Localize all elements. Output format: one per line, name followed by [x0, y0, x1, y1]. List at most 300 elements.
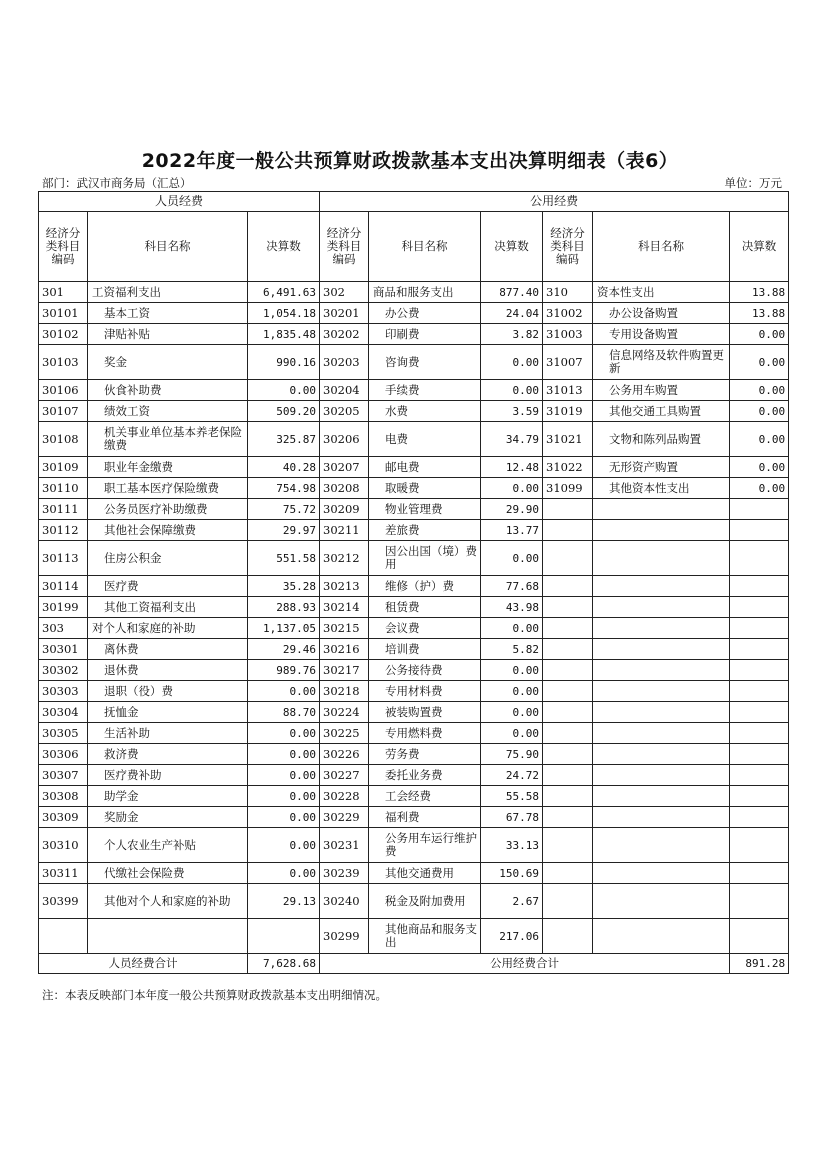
item-code — [543, 723, 593, 744]
item-code: 301 — [39, 282, 88, 303]
item-amount: 0.00 — [481, 660, 543, 681]
item-name: 退休费 — [88, 660, 248, 681]
item-name: 专用设备购置 — [593, 324, 730, 345]
item-amount: 55.58 — [481, 786, 543, 807]
item-amount: 24.72 — [481, 765, 543, 786]
item-name: 差旅费 — [369, 520, 481, 541]
table-row — [39, 499, 789, 520]
item-name: 公务员医疗补助缴费 — [88, 499, 248, 520]
item-code: 30102 — [39, 324, 88, 345]
item-name: 专用材料费 — [369, 681, 481, 702]
item-code: 30227 — [320, 765, 369, 786]
item-name: 培训费 — [369, 639, 481, 660]
table-row — [39, 541, 789, 576]
item-code: 30217 — [320, 660, 369, 681]
department-label: 部门：武汉市商务局（汇总） — [42, 176, 192, 190]
item-amount: 6,491.63 — [248, 282, 320, 303]
item-name: 津贴补贴 — [88, 324, 248, 345]
header-code: 经济分类科目编码 — [543, 212, 593, 282]
table-row — [39, 380, 789, 401]
table-row — [39, 618, 789, 639]
item-code: 30204 — [320, 380, 369, 401]
item-name — [593, 681, 730, 702]
item-name: 邮电费 — [369, 457, 481, 478]
item-name — [593, 807, 730, 828]
item-name: 公务用车运行维护费 — [369, 828, 481, 863]
item-name: 物业管理费 — [369, 499, 481, 520]
item-code: 30228 — [320, 786, 369, 807]
item-amount: 0.00 — [730, 345, 789, 380]
item-amount: 29.97 — [248, 520, 320, 541]
item-amount: 67.78 — [481, 807, 543, 828]
item-amount — [730, 723, 789, 744]
item-code: 31002 — [543, 303, 593, 324]
item-code — [543, 660, 593, 681]
item-code: 30225 — [320, 723, 369, 744]
item-amount: 29.46 — [248, 639, 320, 660]
item-code: 31019 — [543, 401, 593, 422]
item-code — [543, 499, 593, 520]
item-name: 被装购置费 — [369, 702, 481, 723]
item-code: 31021 — [543, 422, 593, 457]
item-amount: 0.00 — [730, 380, 789, 401]
item-code: 31007 — [543, 345, 593, 380]
item-name: 抚恤金 — [88, 702, 248, 723]
item-amount: 3.82 — [481, 324, 543, 345]
item-name: 公务用车购置 — [593, 380, 730, 401]
personnel-total-label: 人员经费合计 — [39, 954, 248, 974]
item-amount: 0.00 — [481, 681, 543, 702]
item-code: 30311 — [39, 863, 88, 884]
item-name: 奖励金 — [88, 807, 248, 828]
item-amount: 1,835.48 — [248, 324, 320, 345]
item-name: 其他对个人和家庭的补助 — [88, 884, 248, 919]
item-code — [543, 744, 593, 765]
item-code: 30213 — [320, 576, 369, 597]
item-name: 公务接待费 — [369, 660, 481, 681]
item-name: 专用燃料费 — [369, 723, 481, 744]
header-code: 经济分类科目编码 — [320, 212, 369, 282]
item-name: 取暖费 — [369, 478, 481, 499]
item-amount: 0.00 — [248, 765, 320, 786]
item-amount: 0.00 — [481, 541, 543, 576]
item-name: 工会经费 — [369, 786, 481, 807]
item-amount — [730, 681, 789, 702]
item-name: 机关事业单位基本养老保险缴费 — [88, 422, 248, 457]
item-code: 30308 — [39, 786, 88, 807]
table-row — [39, 345, 789, 380]
header-amount: 决算数 — [730, 212, 789, 282]
item-code: 30206 — [320, 422, 369, 457]
item-amount: 3.59 — [481, 401, 543, 422]
item-code — [543, 828, 593, 863]
item-code: 30209 — [320, 499, 369, 520]
item-code — [543, 541, 593, 576]
table-row — [39, 765, 789, 786]
header-amount: 决算数 — [481, 212, 543, 282]
item-amount — [730, 660, 789, 681]
item-amount: 0.00 — [248, 744, 320, 765]
item-code: 30215 — [320, 618, 369, 639]
item-code: 30307 — [39, 765, 88, 786]
public-section-header: 公用经费 — [320, 192, 789, 212]
item-amount: 0.00 — [248, 786, 320, 807]
item-amount — [730, 576, 789, 597]
table-row — [39, 723, 789, 744]
item-amount: 0.00 — [481, 723, 543, 744]
item-code — [543, 639, 593, 660]
item-code: 30231 — [320, 828, 369, 863]
item-code: 303 — [39, 618, 88, 639]
item-name: 对个人和家庭的补助 — [88, 618, 248, 639]
item-amount: 29.90 — [481, 499, 543, 520]
item-name: 资本性支出 — [593, 282, 730, 303]
item-amount: 0.00 — [730, 478, 789, 499]
item-name — [593, 597, 730, 618]
header-name: 科目名称 — [88, 212, 248, 282]
item-code: 30212 — [320, 541, 369, 576]
table-row — [39, 681, 789, 702]
item-name: 其他交通费用 — [369, 863, 481, 884]
item-name — [593, 828, 730, 863]
item-amount: 0.00 — [248, 380, 320, 401]
item-code — [543, 807, 593, 828]
item-name: 办公费 — [369, 303, 481, 324]
item-name: 其他资本性支出 — [593, 478, 730, 499]
item-code: 30202 — [320, 324, 369, 345]
table-row — [39, 576, 789, 597]
item-code: 30304 — [39, 702, 88, 723]
table-row — [39, 597, 789, 618]
table-row — [39, 324, 789, 345]
item-code: 31013 — [543, 380, 593, 401]
item-name — [593, 520, 730, 541]
item-name — [88, 919, 248, 954]
item-name — [593, 702, 730, 723]
item-code: 30229 — [320, 807, 369, 828]
item-name: 委托业务费 — [369, 765, 481, 786]
table-row — [39, 478, 789, 499]
table-row — [39, 660, 789, 681]
item-amount: 150.69 — [481, 863, 543, 884]
item-code: 30208 — [320, 478, 369, 499]
item-name: 办公设备购置 — [593, 303, 730, 324]
item-code: 30226 — [320, 744, 369, 765]
item-code: 30310 — [39, 828, 88, 863]
item-name: 医疗费补助 — [88, 765, 248, 786]
item-name — [593, 723, 730, 744]
table-row — [39, 863, 789, 884]
header-code: 经济分类科目编码 — [39, 212, 88, 282]
item-amount: 2.67 — [481, 884, 543, 919]
item-amount: 509.20 — [248, 401, 320, 422]
unit-label: 单位：万元 — [724, 176, 782, 190]
item-amount: 1,137.05 — [248, 618, 320, 639]
item-code: 30224 — [320, 702, 369, 723]
item-code: 30240 — [320, 884, 369, 919]
item-name: 绩效工资 — [88, 401, 248, 422]
item-code — [543, 884, 593, 919]
item-code: 31022 — [543, 457, 593, 478]
item-amount: 0.00 — [481, 380, 543, 401]
table-row — [39, 639, 789, 660]
item-amount: 0.00 — [481, 702, 543, 723]
item-amount: 24.04 — [481, 303, 543, 324]
item-amount: 43.98 — [481, 597, 543, 618]
item-amount — [730, 807, 789, 828]
item-amount: 77.68 — [481, 576, 543, 597]
column-header-row — [39, 212, 789, 282]
personnel-total-amount: 7,628.68 — [248, 954, 320, 974]
item-name: 因公出国（境）费用 — [369, 541, 481, 576]
page-title: 2022年度一般公共预算财政拨款基本支出决算明细表（表6） — [141, 150, 679, 172]
item-code: 30201 — [320, 303, 369, 324]
item-code: 30301 — [39, 639, 88, 660]
item-code: 302 — [320, 282, 369, 303]
item-amount — [730, 828, 789, 863]
header-amount: 决算数 — [248, 212, 320, 282]
item-code — [39, 919, 88, 954]
item-name: 电费 — [369, 422, 481, 457]
table-row — [39, 884, 789, 919]
table-row — [39, 422, 789, 457]
item-name: 其他工资福利支出 — [88, 597, 248, 618]
item-code: 30214 — [320, 597, 369, 618]
item-name: 租赁费 — [369, 597, 481, 618]
item-code: 30103 — [39, 345, 88, 380]
item-amount: 0.00 — [730, 457, 789, 478]
table-row — [39, 457, 789, 478]
item-code — [543, 919, 593, 954]
table-row — [39, 828, 789, 863]
item-code — [543, 618, 593, 639]
item-name — [593, 744, 730, 765]
item-name — [593, 884, 730, 919]
item-code: 30211 — [320, 520, 369, 541]
item-amount — [730, 541, 789, 576]
item-name: 其他交通工具购置 — [593, 401, 730, 422]
item-amount — [730, 863, 789, 884]
table-row — [39, 401, 789, 422]
table-body — [39, 282, 789, 954]
item-code — [543, 786, 593, 807]
item-name: 退职（役）费 — [88, 681, 248, 702]
item-amount: 0.00 — [481, 478, 543, 499]
item-amount — [730, 786, 789, 807]
item-name — [593, 863, 730, 884]
item-amount: 13.88 — [730, 282, 789, 303]
item-amount: 0.00 — [730, 324, 789, 345]
item-code: 30205 — [320, 401, 369, 422]
item-amount — [730, 919, 789, 954]
item-name: 税金及附加费用 — [369, 884, 481, 919]
item-amount: 990.16 — [248, 345, 320, 380]
expenditure-table — [38, 191, 789, 974]
table-row — [39, 786, 789, 807]
item-code: 30113 — [39, 541, 88, 576]
footnote: 注：本表反映部门本年度一般公共预算财政拨款基本支出明细情况。 — [42, 988, 387, 1002]
item-name: 其他社会保障缴费 — [88, 520, 248, 541]
item-amount: 0.00 — [730, 401, 789, 422]
item-amount: 13.77 — [481, 520, 543, 541]
item-name: 救济费 — [88, 744, 248, 765]
item-code: 30306 — [39, 744, 88, 765]
item-name: 其他商品和服务支出 — [369, 919, 481, 954]
item-name: 基本工资 — [88, 303, 248, 324]
item-name — [593, 576, 730, 597]
table-row — [39, 919, 789, 954]
item-code — [543, 597, 593, 618]
item-name: 信息网络及软件购置更新 — [593, 345, 730, 380]
item-name: 维修（护）费 — [369, 576, 481, 597]
item-code — [543, 863, 593, 884]
item-amount: 0.00 — [481, 345, 543, 380]
item-amount — [730, 744, 789, 765]
item-code: 30114 — [39, 576, 88, 597]
public-total-amount: 891.28 — [730, 954, 789, 974]
header-name: 科目名称 — [593, 212, 730, 282]
item-amount: 34.79 — [481, 422, 543, 457]
item-amount: 989.76 — [248, 660, 320, 681]
item-amount: 33.13 — [481, 828, 543, 863]
item-amount: 13.88 — [730, 303, 789, 324]
item-code: 30109 — [39, 457, 88, 478]
item-amount: 0.00 — [730, 422, 789, 457]
item-name: 助学金 — [88, 786, 248, 807]
table-row — [39, 520, 789, 541]
item-name: 伙食补助费 — [88, 380, 248, 401]
item-code: 30239 — [320, 863, 369, 884]
table-row — [39, 702, 789, 723]
item-code: 30218 — [320, 681, 369, 702]
item-name: 离休费 — [88, 639, 248, 660]
item-amount: 0.00 — [248, 723, 320, 744]
header-name: 科目名称 — [369, 212, 481, 282]
item-code: 30207 — [320, 457, 369, 478]
item-code: 30299 — [320, 919, 369, 954]
item-amount — [730, 499, 789, 520]
item-amount — [248, 919, 320, 954]
item-amount: 0.00 — [248, 807, 320, 828]
item-amount: 217.06 — [481, 919, 543, 954]
item-code: 30101 — [39, 303, 88, 324]
item-amount: 35.28 — [248, 576, 320, 597]
item-name — [593, 499, 730, 520]
item-name: 个人农业生产补贴 — [88, 828, 248, 863]
item-code: 30302 — [39, 660, 88, 681]
item-code — [543, 702, 593, 723]
item-code: 30203 — [320, 345, 369, 380]
item-name: 福利费 — [369, 807, 481, 828]
item-name: 商品和服务支出 — [369, 282, 481, 303]
item-amount: 88.70 — [248, 702, 320, 723]
item-amount: 551.58 — [248, 541, 320, 576]
item-name: 咨询费 — [369, 345, 481, 380]
section-header-row — [39, 192, 789, 212]
item-amount: 75.72 — [248, 499, 320, 520]
item-code — [543, 765, 593, 786]
item-code — [543, 576, 593, 597]
item-name — [593, 541, 730, 576]
item-amount — [730, 702, 789, 723]
item-amount: 12.48 — [481, 457, 543, 478]
item-code: 30399 — [39, 884, 88, 919]
item-amount — [730, 597, 789, 618]
item-amount: 75.90 — [481, 744, 543, 765]
item-code: 30106 — [39, 380, 88, 401]
item-code: 30108 — [39, 422, 88, 457]
item-code: 30216 — [320, 639, 369, 660]
item-name: 会议费 — [369, 618, 481, 639]
item-amount: 754.98 — [248, 478, 320, 499]
item-amount — [730, 765, 789, 786]
item-amount: 877.40 — [481, 282, 543, 303]
item-code: 30303 — [39, 681, 88, 702]
item-name: 职业年金缴费 — [88, 457, 248, 478]
item-name — [593, 919, 730, 954]
item-code: 31003 — [543, 324, 593, 345]
item-name: 奖金 — [88, 345, 248, 380]
item-name — [593, 618, 730, 639]
item-amount: 40.28 — [248, 457, 320, 478]
item-name: 生活补助 — [88, 723, 248, 744]
item-name: 水费 — [369, 401, 481, 422]
item-code: 30309 — [39, 807, 88, 828]
item-code: 31099 — [543, 478, 593, 499]
item-code: 30305 — [39, 723, 88, 744]
item-name — [593, 786, 730, 807]
item-name: 无形资产购置 — [593, 457, 730, 478]
item-name: 工资福利支出 — [88, 282, 248, 303]
item-code: 310 — [543, 282, 593, 303]
item-amount — [730, 618, 789, 639]
item-amount: 288.93 — [248, 597, 320, 618]
item-amount: 29.13 — [248, 884, 320, 919]
item-code: 30111 — [39, 499, 88, 520]
item-amount: 0.00 — [248, 863, 320, 884]
item-name: 劳务费 — [369, 744, 481, 765]
item-code — [543, 681, 593, 702]
item-name — [593, 639, 730, 660]
item-amount: 1,054.18 — [248, 303, 320, 324]
totals-row — [39, 954, 789, 974]
personnel-section-header: 人员经费 — [39, 192, 320, 212]
table-row — [39, 807, 789, 828]
item-code: 30199 — [39, 597, 88, 618]
item-code: 30110 — [39, 478, 88, 499]
table-row — [39, 303, 789, 324]
item-name: 职工基本医疗保险缴费 — [88, 478, 248, 499]
item-name — [593, 765, 730, 786]
item-name: 代缴社会保险费 — [88, 863, 248, 884]
item-name — [593, 660, 730, 681]
public-total-label: 公用经费合计 — [320, 954, 730, 974]
item-code: 30112 — [39, 520, 88, 541]
item-amount: 5.82 — [481, 639, 543, 660]
item-amount: 0.00 — [481, 618, 543, 639]
item-amount — [730, 884, 789, 919]
item-amount: 325.87 — [248, 422, 320, 457]
table-row — [39, 282, 789, 303]
item-amount — [730, 520, 789, 541]
item-amount: 0.00 — [248, 828, 320, 863]
item-code — [543, 520, 593, 541]
item-name: 文物和陈列品购置 — [593, 422, 730, 457]
item-name: 医疗费 — [88, 576, 248, 597]
table-row — [39, 744, 789, 765]
item-name: 住房公积金 — [88, 541, 248, 576]
item-code: 30107 — [39, 401, 88, 422]
